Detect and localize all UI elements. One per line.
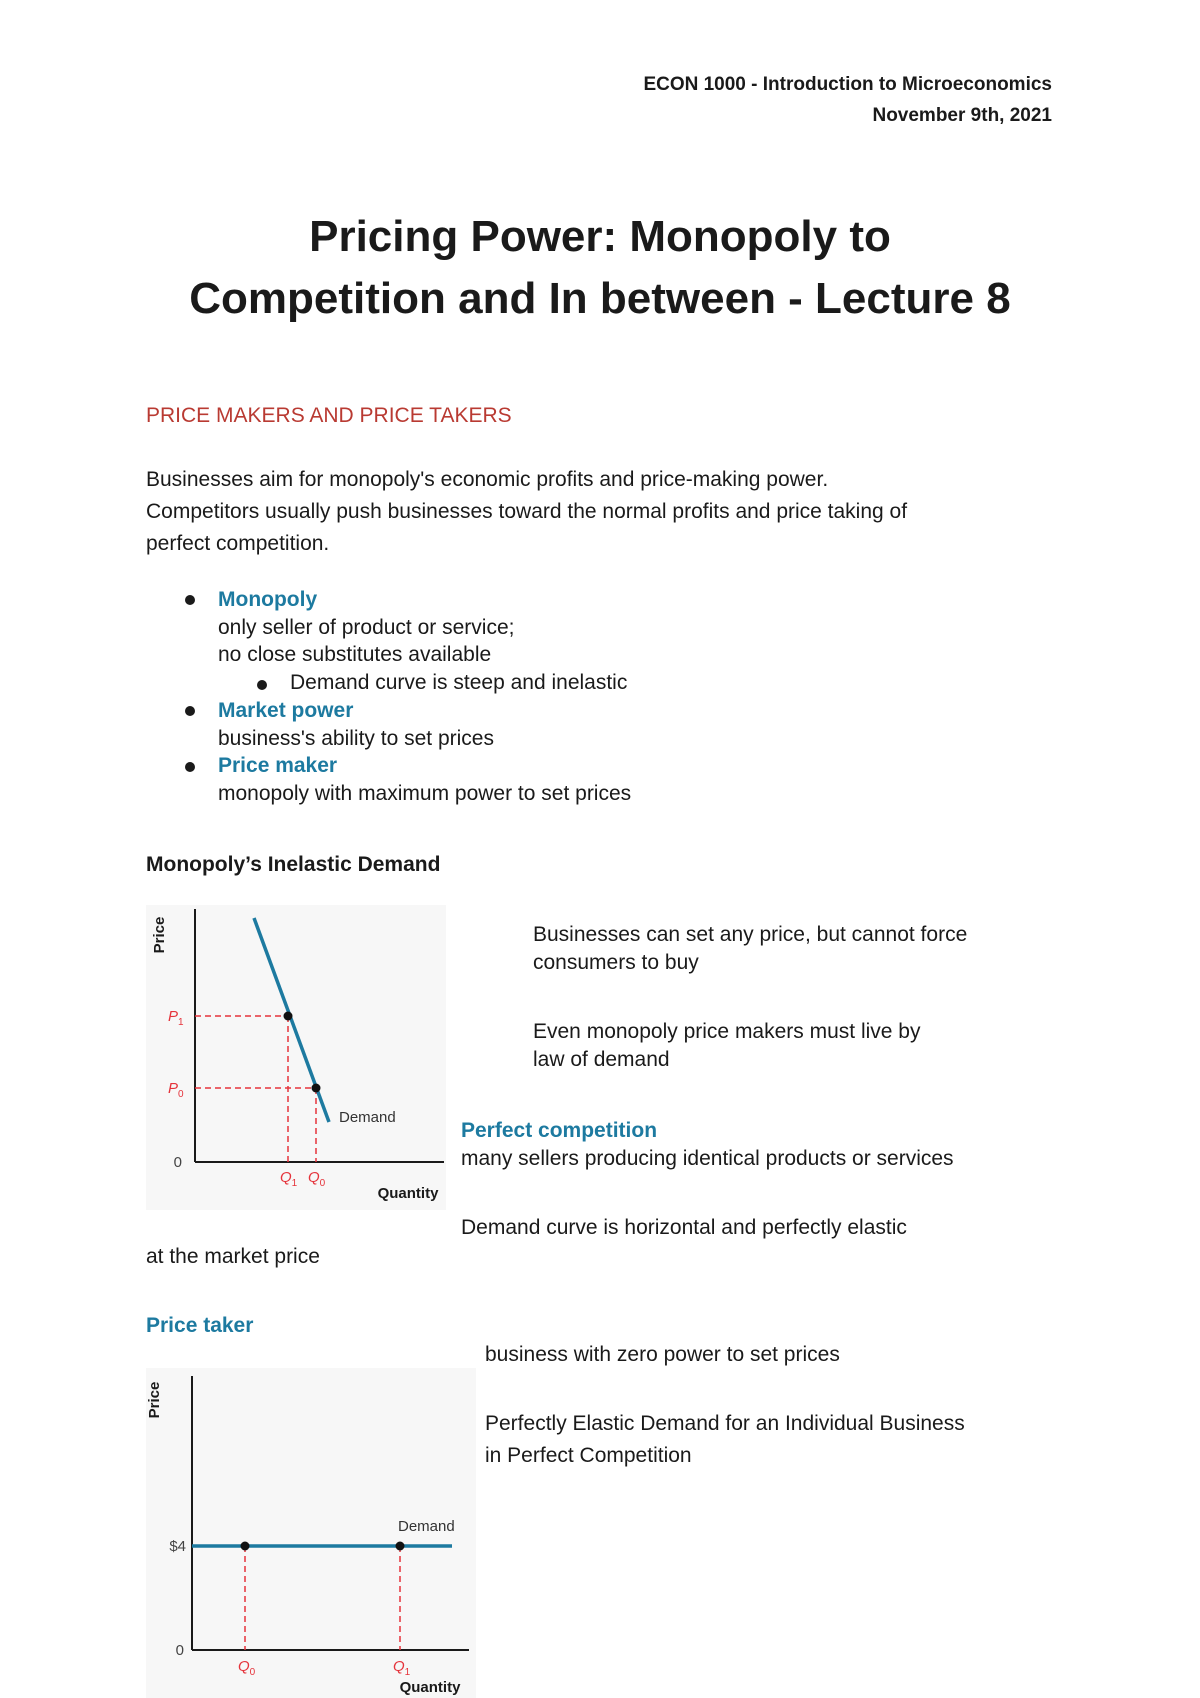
perfect-demand-note: Demand curve is horizontal and perfectly elastic [461, 1216, 907, 1239]
intro-line-2: Competitors usually push businesses toward the normal profits and price taking of [146, 500, 908, 523]
perfect-competition-def: many sellers producing identical products or services [461, 1147, 954, 1170]
market-power-def: business's ability to set prices [218, 727, 494, 750]
tick-p0-letter: P [168, 1080, 179, 1097]
note-2b: law of demand [533, 1048, 670, 1071]
term-price-maker: Price maker [218, 754, 338, 777]
point-q1 [396, 1542, 405, 1551]
demand-label: Demand [339, 1109, 396, 1126]
y-axis-label: Price [151, 916, 168, 954]
note-1b: consumers to buy [533, 951, 699, 974]
tick-q0-sub: 0 [319, 1178, 326, 1189]
x-axis-label: Quantity [399, 1679, 461, 1696]
monopoly-def-1: only seller of product or service; [218, 616, 515, 639]
monopoly-def-2: no close substitutes available [218, 643, 492, 666]
tick-price-4: $4 [169, 1538, 186, 1555]
term-monopoly: Monopoly [218, 588, 318, 611]
tick-p1-letter: P [168, 1008, 179, 1025]
origin-label: 0 [175, 1642, 184, 1659]
figure2-caption-1: Perfectly Elastic Demand for an Individual Business [485, 1412, 965, 1435]
perfect-demand-note-cont: at the market price [146, 1245, 320, 1268]
term-market-power: Market power [218, 699, 354, 722]
bullet-dot [185, 706, 195, 716]
note-2a: Even monopoly price makers must live by [533, 1020, 921, 1043]
price-maker-def: monopoly with maximum power to set prices [218, 782, 632, 805]
tick-p0-sub: 0 [178, 1089, 184, 1100]
figure2-caption-2: in Perfect Competition [485, 1444, 692, 1467]
intro-line-1: Businesses aim for monopoly's economic profits and price-making power. [146, 468, 829, 491]
perfect-competition-demand-chart [146, 1368, 476, 1698]
point-p0-q0 [312, 1084, 321, 1093]
course-title: ECON 1000 - Introduction to Microeconomics [643, 74, 1052, 95]
tick-q0-letter: Q [238, 1658, 250, 1675]
point-p1-q1 [284, 1012, 293, 1021]
point-q0 [241, 1542, 250, 1551]
section-heading: PRICE MAKERS AND PRICE TAKERS [146, 404, 512, 427]
monopoly-demand-chart [146, 905, 446, 1210]
note-1a: Businesses can set any price, but cannot force [533, 923, 968, 946]
tick-q0-sub: 0 [249, 1667, 256, 1678]
bullet-dot [185, 595, 195, 605]
page-title-line2: Competition and In between - Lecture 8 [189, 274, 1011, 323]
tick-q1-sub: 1 [291, 1178, 298, 1189]
term-perfect-competition: Perfect competition [461, 1119, 658, 1142]
price-taker-def: business with zero power to set prices [485, 1343, 840, 1366]
lecture-date: November 9th, 2021 [872, 105, 1052, 126]
x-axis-label: Quantity [377, 1185, 439, 1202]
chart-background [146, 905, 446, 1210]
tick-q0-letter: Q [308, 1169, 320, 1186]
tick-q1-letter: Q [280, 1169, 292, 1186]
intro-line-3: perfect competition. [146, 532, 330, 555]
demand-label: Demand [398, 1518, 455, 1535]
sub-bullet-dot [257, 680, 267, 690]
tick-q1-sub: 1 [404, 1667, 411, 1678]
figure1-heading: Monopoly’s Inelastic Demand [146, 853, 441, 876]
term-price-taker: Price taker [146, 1314, 254, 1337]
tick-p1-sub: 1 [178, 1017, 184, 1028]
tick-q1-letter: Q [393, 1658, 405, 1675]
bullet-dot [185, 762, 195, 772]
y-axis-label: Price [146, 1381, 163, 1419]
page-title-line1: Pricing Power: Monopoly to [309, 212, 891, 261]
monopoly-sub: Demand curve is steep and inelastic [290, 671, 628, 694]
origin-label: 0 [173, 1154, 182, 1171]
